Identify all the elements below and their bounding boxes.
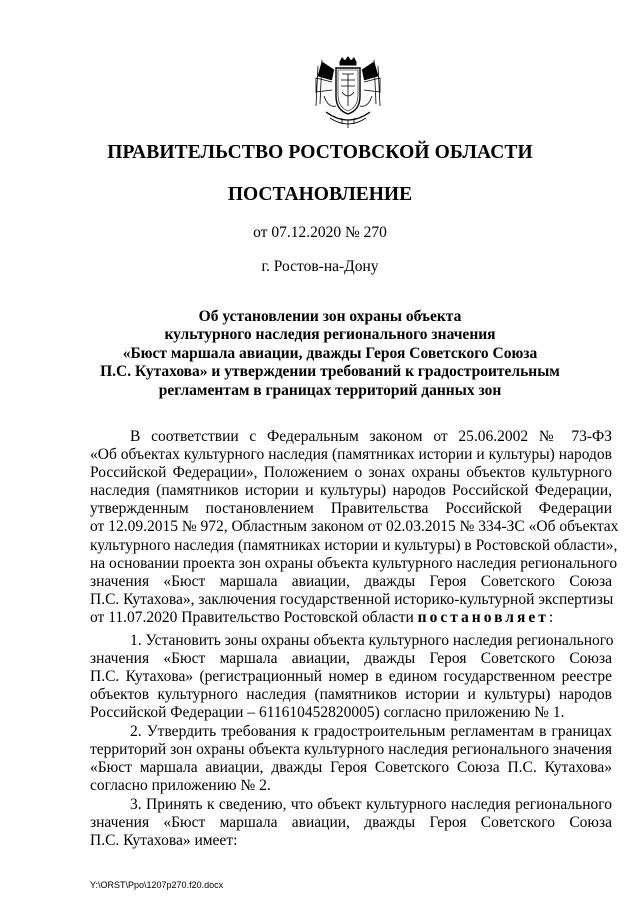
paragraph-line: 1. Установить зоны охраны объекта культурного наследия регионального: [130, 632, 614, 649]
item-1-paragraph: [90, 632, 612, 722]
paragraph-line: значения «Бюст маршала авиации, дважды Героя Советского Союза: [90, 650, 612, 668]
paragraph-line: от 12.09.2015 № 972, Областным законом от 02.03.2015 № 334-ЗС «Об объектах: [90, 518, 619, 536]
subject-line: культурного наследия регионального значения: [164, 326, 496, 344]
document-date-number: от 07.12.2020 № 270: [253, 224, 387, 241]
subject-line: регламентам в границах территорий данных зон: [158, 381, 502, 399]
subject-line: П.С. Кутахова» и утверждении требований к градостроительным: [100, 363, 560, 381]
file-path-footer: Y:\ORST\Ppo\1207p270.f20.docx: [90, 880, 224, 890]
paragraph-line: 3. Принять к сведению, что объект культурного наследия регионального: [130, 796, 612, 813]
paragraph-line: П.С. Кутахова» имеет:: [90, 832, 238, 850]
subject-line: Об установлении зон охраны объекта: [198, 308, 462, 325]
preamble-paragraph: [90, 428, 619, 627]
paragraph-line: В соответствии с Федеральным законом от 25.06.2002 № 73-ФЗ: [130, 428, 612, 445]
document-type-title: ПОСТАНОВЛЕНИЕ: [227, 184, 413, 205]
paragraph-line: культурного наследия (памятниках истории и культуры) в Ростовской области»,: [90, 536, 618, 554]
paragraph-line: значения «Бюст маршала авиации, дважды Героя Советского Союза: [90, 572, 612, 590]
paragraph-line: Российской Федерации», Положением о зонах охраны объектов культурного: [90, 464, 612, 482]
decree-lead-text: от 11.07.2020 Правительство Ростовской области: [90, 608, 418, 626]
paragraph-line: П.С. Кутахова» (регистрационный номер в едином государственном реестре: [90, 668, 612, 686]
paragraph-line: «Бюст маршала авиации, дважды Героя Советского Союза П.С. Кутахова»: [90, 759, 612, 777]
paragraph-line: на основании проекта зон охраны объекта культурного наследия регионального: [90, 554, 618, 572]
coat-of-arms-emblem: [312, 56, 384, 132]
decree-word: постановляет: [417, 608, 549, 626]
paragraph-line: утвержденным постановлением Правительства Российской Федерации: [90, 500, 612, 518]
paragraph-line: наследия (памятников истории и культуры) народов Российской Федерации,: [90, 482, 612, 500]
decree-colon: :: [548, 608, 554, 626]
paragraph-line: «Об объектах культурного наследия (памятниках истории и культуры) народов: [90, 446, 612, 464]
paragraph-line: 2. Утвердить требования к градостроительным регламентам в границах: [130, 723, 612, 740]
subject-line: «Бюст маршала авиации, дважды Героя Советского Союза: [122, 344, 538, 362]
document-city: г. Ростов-на-Дону: [261, 258, 379, 275]
paragraph-line: П.С. Кутахова», заключения государственной историко-культурной экспертизы: [90, 590, 614, 608]
document-subject: [60, 308, 600, 400]
paragraph-line: объектов культурного наследия (памятников истории и культуры) народов: [90, 686, 612, 704]
paragraph-line: согласно приложению № 2.: [90, 777, 271, 795]
organization-title: ПРАВИТЕЛЬСТВО РОСТОВСКОЙ ОБЛАСТИ: [107, 142, 533, 163]
paragraph-line: Российской Федерации – 611610452820005) согласно приложению № 1.: [90, 704, 565, 722]
paragraph-line: значения «Бюст маршала авиации, дважды Героя Советского Союза: [90, 814, 612, 832]
item-2-paragraph: [90, 723, 612, 795]
paragraph-line: [90, 609, 612, 627]
item-3-paragraph: [90, 796, 612, 850]
paragraph-line: территорий зон охраны объекта культурного наследия регионального значения: [90, 741, 612, 759]
